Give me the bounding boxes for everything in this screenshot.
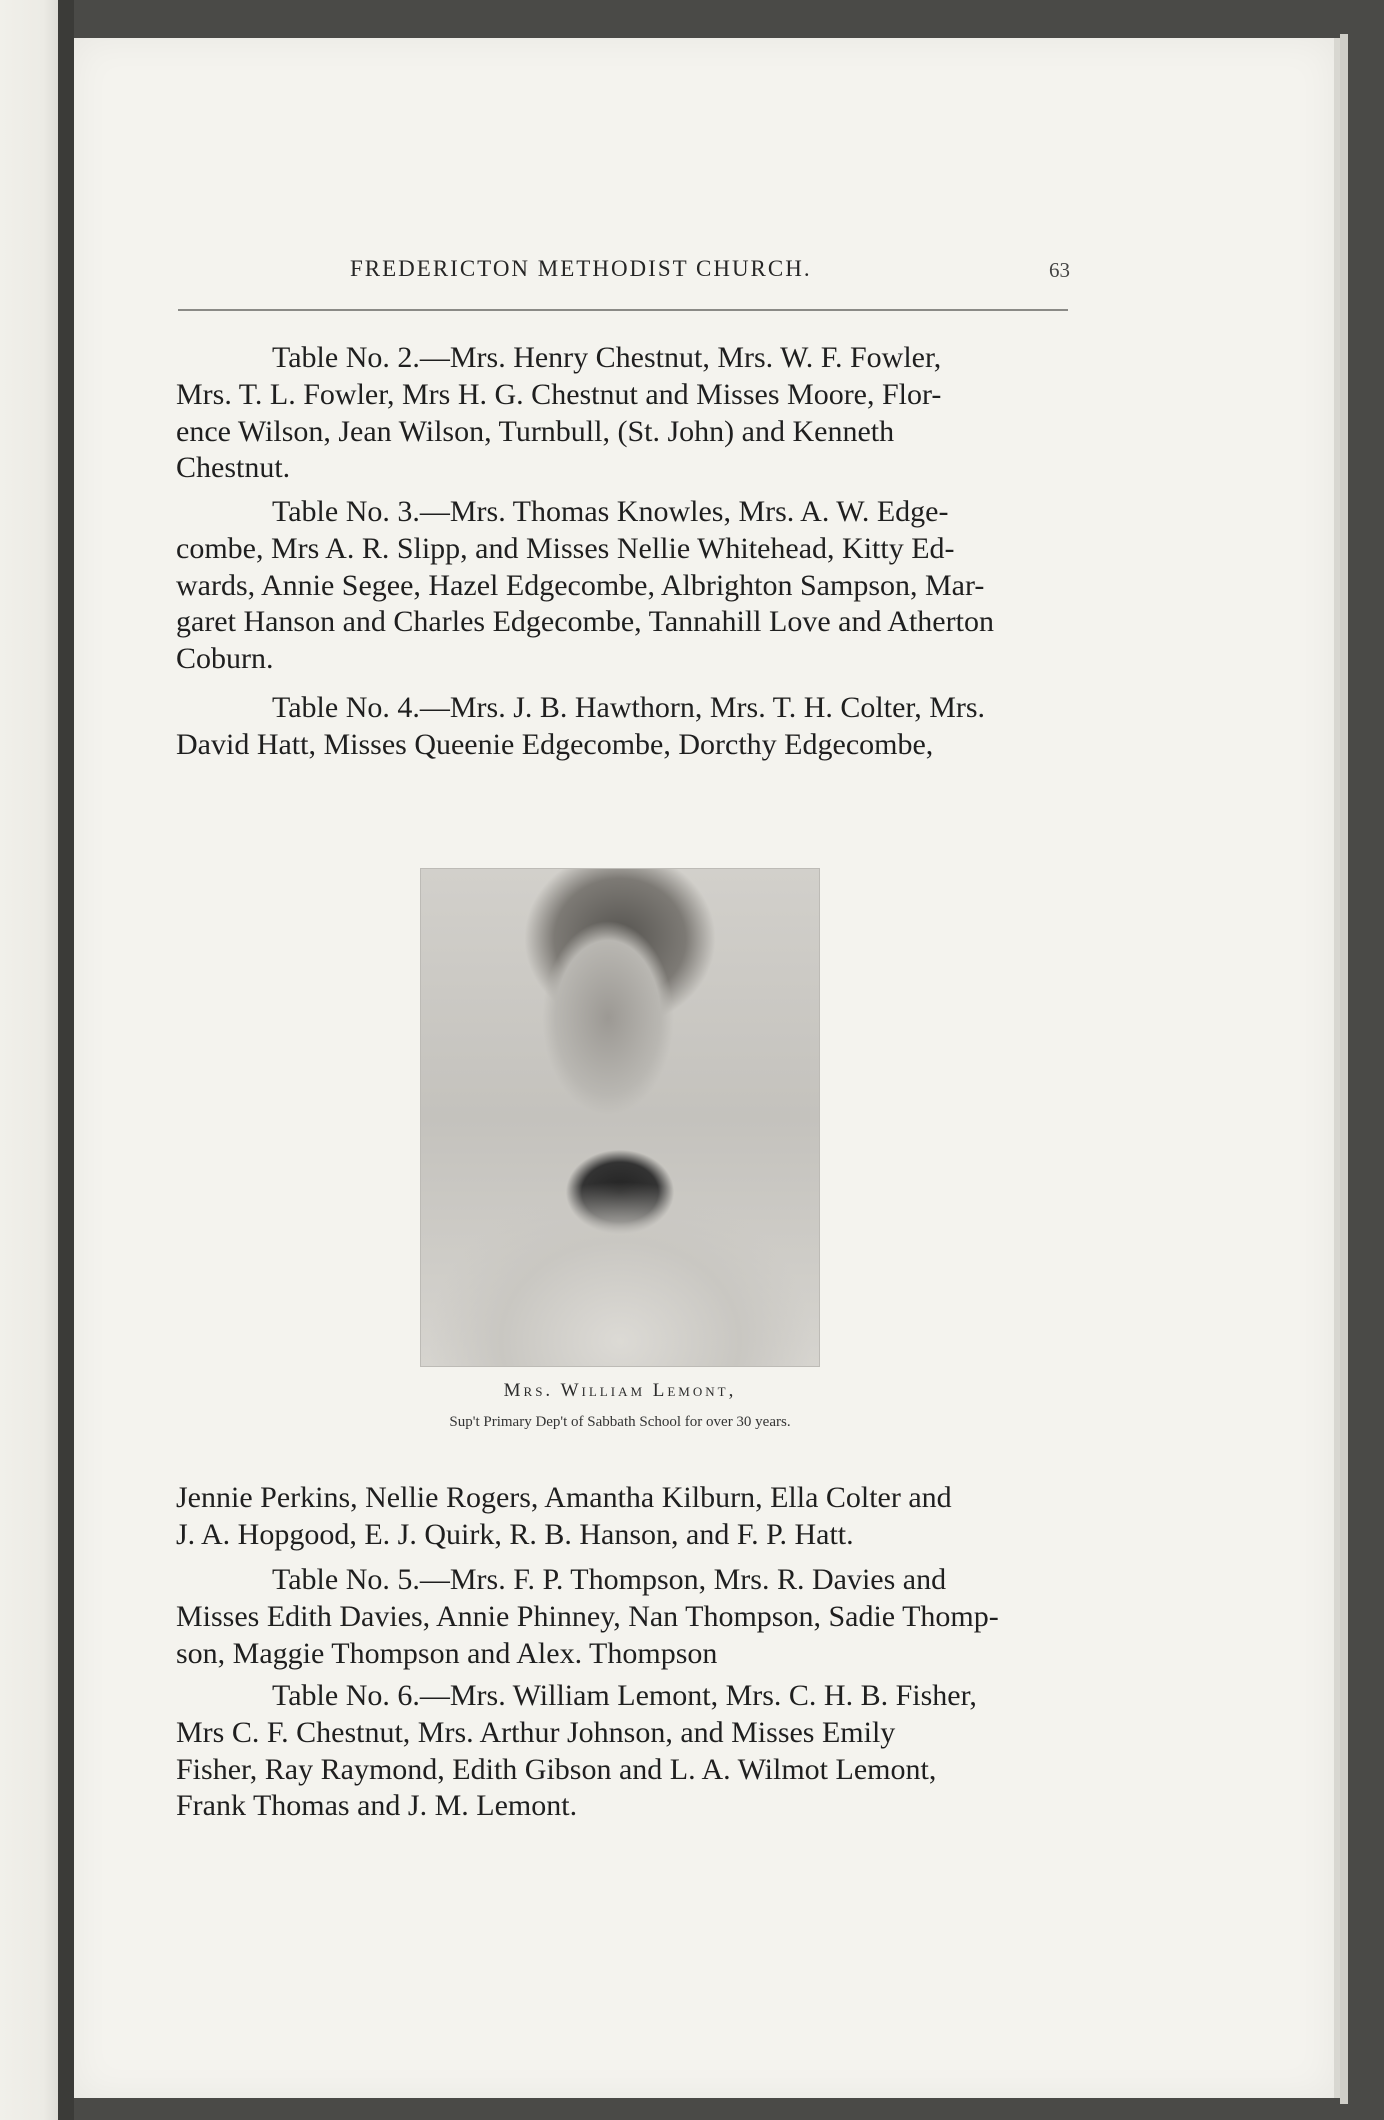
- text-line: Misses Edith Davies, Annie Phinney, Nan Thompson, Sadie Thomp-: [176, 1599, 999, 1633]
- header-rule: [178, 309, 1068, 311]
- text-line: garet Hanson and Charles Edgecombe, Tannahill Love and Atherton: [176, 605, 994, 639]
- book-gutter: [58, 0, 74, 2120]
- paragraph-table-6: [176, 1678, 1064, 1825]
- text-line: Coburn.: [176, 642, 274, 676]
- text-line: Mrs. T. L. Fowler, Mrs H. G. Chestnut and Misses Moore, Flor-: [176, 377, 942, 411]
- text-line: son, Maggie Thompson and Alex. Thompson: [176, 1636, 718, 1670]
- paragraph-table-4: [176, 690, 1064, 764]
- portrait-photo: [420, 868, 820, 1367]
- paragraph-table-2: [176, 340, 1064, 487]
- text-line: combe, Mrs A. R. Slipp, and Misses Nellie Whitehead, Kitty Ed-: [176, 531, 955, 565]
- text-line: Table No. 4.—Mrs. J. B. Hawthorn, Mrs. T. H. Colter, Mrs.: [272, 691, 986, 724]
- text-line: Mrs C. F. Chestnut, Mrs. Arthur Johnson, and Misses Emily: [176, 1715, 896, 1749]
- text-line: David Hatt, Misses Queenie Edgecombe, Dorcthy Edgecombe,: [176, 727, 934, 761]
- paragraph-table-3: [176, 494, 1064, 678]
- photo-caption-subtitle: Sup't Primary Dep't of Sabbath School for over 30 years.: [449, 1414, 791, 1430]
- text-line: Jennie Perkins, Nellie Rogers, Amantha Kilburn, Ella Colter and: [176, 1481, 952, 1514]
- page-number: 63: [1049, 258, 1070, 282]
- running-title: FREDERICTON METHODIST CHURCH.: [350, 256, 812, 281]
- running-header: [350, 256, 1070, 290]
- text-line: J. A. Hopgood, E. J. Quirk, R. B. Hanson, and F. P. Hatt.: [176, 1517, 854, 1551]
- text-line: Table No. 6.—Mrs. William Lemont, Mrs. C. H. B. Fisher,: [272, 1679, 977, 1712]
- text-line: Frank Thomas and J. M. Lemont.: [176, 1789, 578, 1823]
- adjacent-page-edge: [0, 0, 62, 2120]
- photo-caption-name: Mrs. William Lemont,: [503, 1380, 737, 1401]
- text-line: Table No. 5.—Mrs. F. P. Thompson, Mrs. R. Davies and: [272, 1563, 947, 1596]
- text-line: Table No. 3.—Mrs. Thomas Knowles, Mrs. A. W. Edge-: [272, 495, 949, 528]
- page-stack-edge: [1340, 34, 1348, 2104]
- paragraph-table-4-continued: [176, 1480, 1064, 1554]
- text-line: Fisher, Ray Raymond, Edith Gibson and L. A. Wilmot Lemont,: [176, 1752, 937, 1786]
- text-line: Table No. 2.—Mrs. Henry Chestnut, Mrs. W. F. Fowler,: [272, 341, 942, 374]
- text-line: ence Wilson, Jean Wilson, Turnbull, (St. John) and Kenneth: [176, 414, 895, 448]
- paragraph-table-5: [176, 1562, 1064, 1672]
- text-line: wards, Annie Segee, Hazel Edgecombe, Albrighton Sampson, Mar-: [176, 568, 985, 602]
- text-line: Chestnut.: [176, 451, 291, 485]
